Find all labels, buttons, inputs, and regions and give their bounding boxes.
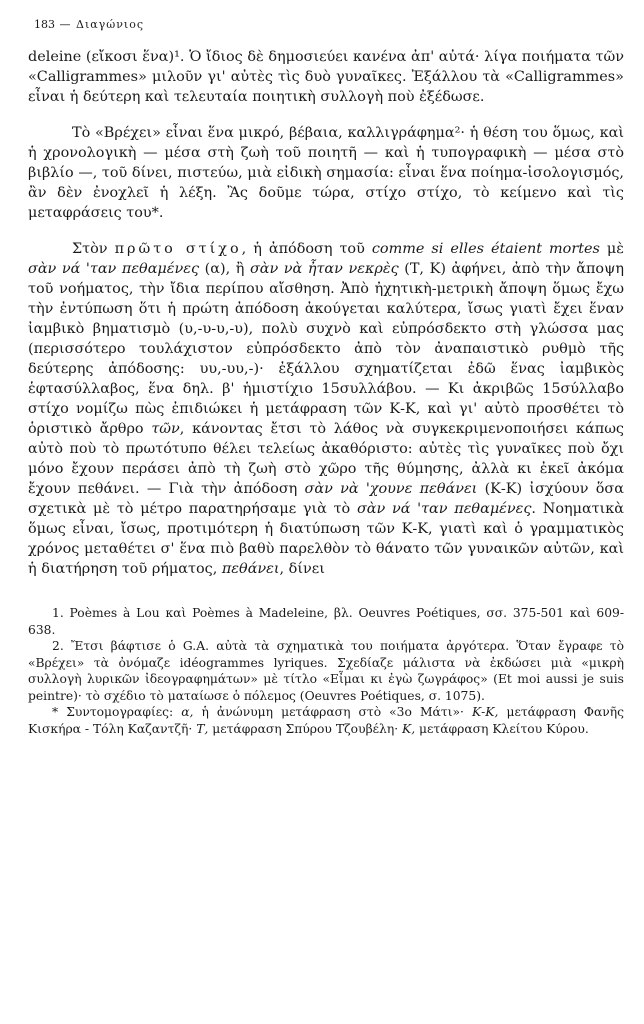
first-line-spaced: πρῶτο στίχο	[114, 241, 242, 257]
header-dash: —	[59, 18, 72, 31]
p3-text: μὲ	[599, 241, 624, 257]
p3-text: (Τ, Κ) ἀφήνει, ἀπὸ τὴν ἄποψη τοῦ νοήματος, τὴν ἴδια περίπου αἴσθηση. Ἀπὸ ἠχητικὴ-μετρικὴ ἄποψη ὅμως ἔχω τὴν ἐντύπωση ὅτι ἡ πρώτη ἀπόδοση ἀκούγεται καλύτερα, ἴσως γιατὶ ἔχει ἕναν ἰαμβικὸ βηματισμὸ (υ,-υ-υ,-υ), πολὺ συχνὸ καὶ εὐπρόσδεκτο στὴ γλώσσα μας (περισσότερο τουλάχιστον εὐπρόσδεκτο ἀπὸ τὸν ἀναπαιστικὸ ρυθμὸ τῆς δεύτερης ἀπόδοσης: υυ,-υυ,-)· ἐξάλλου σχηματίζεται ἐδῶ ἕνας ἰαμβικὸς ἑφτασύλλαβος, ἕνα δηλ. β' ἡμιστίχιο 15συλλάβου. — Κι ἀκριβῶς 15σύλλαβο στίχο νομίζω πὼς ἐπιδιώκει ἡ μετάφραση τῶν Κ-Κ, καὶ γι' αὐτὸ προσθέτει τὸ ὁριστικὸ ἄρθρο	[28, 261, 624, 437]
abbr-a: α,	[181, 705, 194, 719]
p3-text: , δίνει	[279, 561, 325, 577]
paragraph-2: Τὸ «Βρέχει» εἶναι ἕνα μικρό, βέβαια, καλλιγράφημα²· ἡ θέση του ὅμως, καὶ ἡ χρονολογικὴ — μέσα στὴ ζωὴ τοῦ ποιητῆ — καὶ ἡ τυπογραφικὴ — μέσα στὸ βιβλίο —, τοῦ δίνει, πιστεύω, μιὰ εἰδικὴ σημασία: εἶναι ἕνα ποίημα-ἰσολογισμός, ἂν δὲν ἐνοχλεῖ ἡ λέξη. Ἂς δοῦμε τώρα, στίχο στίχο, τὸ κείμενο καὶ τὶς μεταφράσεις του*.	[28, 125, 624, 221]
translation-kk: σὰν νὰ 'χουνε πεθάνει	[304, 481, 478, 497]
abbr-t: Τ,	[196, 721, 209, 736]
p3-text: , κάνοντας ἔτσι τὸ λάθος νὰ συγκεκριμενοποιήσει κάπως αὐτὸ ποὺ τὸ πρωτότυπο θέλει τελείως ἀκαθόριστο: αὐτὲς τὶς γυναῖκες ποὺ ὄχι μόνο ἔχουν περάσει ἀπὸ τὴ ζωὴ στὸ χῶρο τῆς θύμησης, ἀλλὰ κι ἐκεῖ ἀκόμα ἔχουν πεθάνει. — Γιὰ τὴν ἀπόδοση	[28, 421, 624, 497]
translation-tk: σὰν νὰ ἦταν νεκρὲς	[249, 261, 399, 277]
french-quote: comme si elles étaient mortes	[371, 241, 600, 257]
verb-pethanei: πεθάνει	[221, 561, 280, 577]
p3-text: , ἡ ἀπόδοση τοῦ	[241, 241, 372, 257]
abbr-text: μετάφραση Σπύρου Τζουβέλη·	[208, 721, 403, 736]
p3-text: (Κ-Κ) ἰσχύουν ὅσα σχετικὰ μὲ τὸ μέτρο παρατηρήσαμε γιὰ τὸ	[28, 481, 624, 517]
abbr-lead: * Συντομογραφίες:	[52, 705, 182, 719]
abbr-text: ἡ ἀνώνυμη μετάφραση στὸ «3ο Μάτι»·	[193, 705, 472, 719]
page-number: 183	[34, 18, 55, 31]
paragraph-1: deleine (εἴκοσι ἕνα)¹. Ὁ ἴδιος δὲ δημοσιεύει κανένα ἀπ' αὐτά· λίγα ποιήματα τῶν «Calligrammes» μιλοῦν γι' αὐτὲς τὶς δυὸ γυναῖκες. Ἐξάλλου τὰ «Calligrammes» εἶναι ἡ δεύτερη καὶ τελευταία ποιητικὴ συλλογὴ ποὺ ἐξέδωσε.	[28, 49, 624, 105]
p3-text: . Νοηματικὰ ὅμως εἶναι, ἴσως, προτιμότερη ἡ διατύπωση τῶν Κ-Κ, γιατὶ καὶ ὁ γραμματικὸς χρόνος μεταθέτει σ' ἕνα πιὸ βαθὺ παρελθὸν τὸ θάνατο τῶν γυναικῶν αὐτῶν, καὶ ἡ διατήρηση τοῦ ρήματος,	[28, 501, 624, 577]
footnote-abbreviations	[28, 704, 624, 737]
abbr-k: Κ,	[402, 721, 416, 736]
footnotes	[28, 605, 624, 737]
translation-a: σὰν νά 'ταν πεθαμένες	[28, 261, 200, 277]
paragraph-3	[28, 239, 624, 579]
body-text	[28, 47, 624, 579]
running-title: Διαγώνιος	[76, 18, 145, 31]
footnote-2: 2. Ἔτσι βάφτισε ὁ G.A. αὐτὰ τὰ σχηματικὰ του ποιήματα ἀργότερα. Ὅταν ἔγραφε τὸ «Βρέχει» τὰ ὀνόμαζε idéogrammes lyriques. Σχεδίαζε μάλιστα νὰ ἐκδώσει μιὰ «μικρὴ συλλογὴ λυρικῶν ἰδεογραφημάτων» μὲ τίτλο «Εἶμαι κι ἐγὼ ζωγράφος» (Et moi aussi je suis peintre)· τὸ σχέδιο τὸ ματαίωσε ὁ πόλεμος (Oeuvres Poétiques, σ. 1075).	[28, 639, 624, 703]
p3-text: (α), ἢ	[199, 261, 250, 277]
running-header	[34, 18, 624, 31]
page	[28, 18, 624, 737]
footnote-1: 1. Poèmes à Lou καὶ Poèmes à Madeleine, βλ. Oeuvres Poétiques, σσ. 375-501 καὶ 609-638.	[28, 606, 624, 637]
p3-text: Στὸν	[72, 241, 115, 257]
abbr-text: μετάφραση Φανῆς Κισκήρα - Τόλη Καζαντζῆ·	[28, 705, 624, 736]
abbr-kk: Κ-Κ,	[471, 705, 499, 719]
translation-a-repeat: σὰν νά 'ταν πεθαμένες	[356, 501, 532, 517]
abbr-text: μετάφραση Κλείτου Κύρου.	[415, 721, 589, 736]
article-ton: τῶν	[151, 421, 180, 437]
